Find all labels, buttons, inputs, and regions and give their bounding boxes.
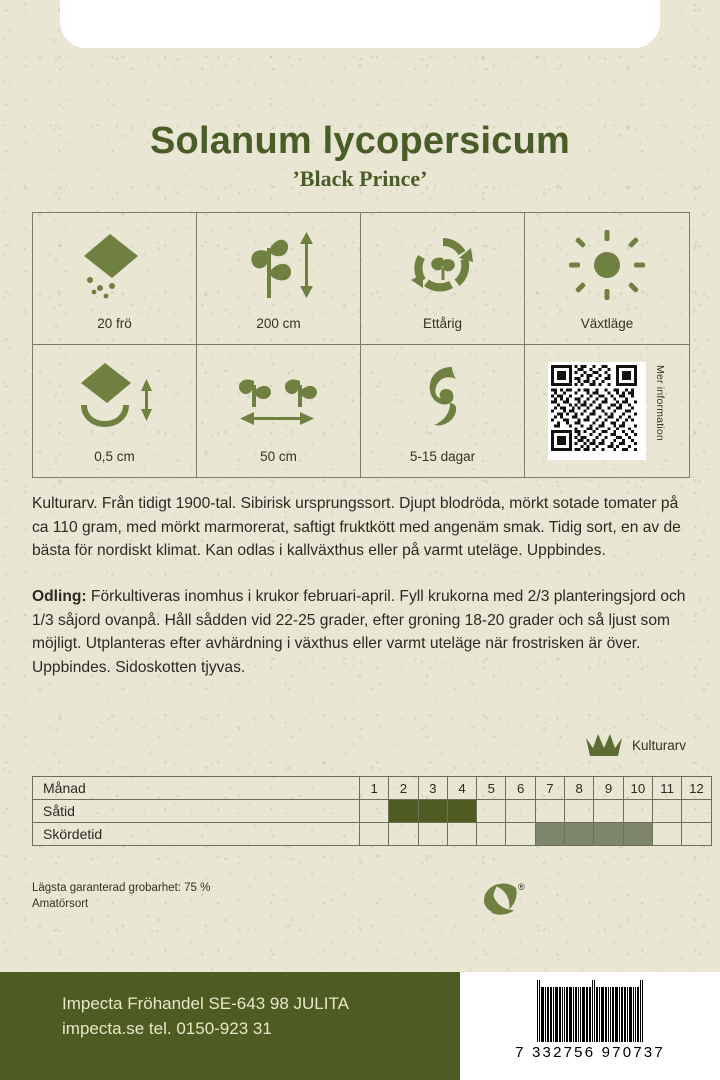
calendar-cell [652,823,681,846]
calendar-cell [594,800,623,823]
top-notch [60,0,660,48]
footnote-line-2: Amatörsort [32,898,89,911]
cultivation-label: Odling: [32,588,87,606]
calendar-cell [623,823,652,846]
calendar-cell [360,800,389,823]
calendar-cell [682,823,711,846]
sowing-harvest-calendar [32,776,704,846]
title-block [0,122,720,192]
month-header: 11 [652,777,681,800]
calendar-cell [535,823,564,846]
info-cell-caption: Ettårig [422,316,463,331]
cultivar-name: ’Black Prince’ [292,165,428,191]
info-cell-caption: 0,5 cm [94,448,135,464]
table-row-harvest [33,823,712,846]
month-header: 9 [594,777,623,800]
barcode-number: 7 332756 970737 [515,1044,665,1061]
month-header: 5 [477,777,506,800]
calendar-cell [623,800,652,823]
calendar-cell [477,823,506,846]
calendar-cell [418,823,447,846]
month-header: 2 [389,777,418,800]
recycling-mark [480,880,526,921]
germination-footnote [32,880,210,913]
barcode [460,972,720,1080]
sowing-depth-icon [65,359,165,437]
info-cell-more-info[interactable] [525,345,689,477]
calendar-cell [447,800,476,823]
calendar-row-label: Månad [33,777,360,800]
calendar-cell [477,800,506,823]
table-row-months [33,777,712,800]
germination-sprout-icon [406,359,480,437]
info-cell-position [525,213,689,345]
crown-icon [584,732,624,758]
month-header: 4 [447,777,476,800]
plant-height-icon [231,226,327,304]
month-header: 8 [565,777,594,800]
calendar-cell [506,823,535,846]
text-block [32,492,692,680]
calendar-cell [594,823,623,846]
info-cell-spacing [197,345,361,477]
svg-text:®: ® [518,882,525,892]
month-header: 6 [506,777,535,800]
info-cell-plant-height [197,213,361,345]
info-cell-caption: 200 cm [256,316,301,331]
info-cell-sowing-depth [33,345,197,477]
heritage-badge [584,732,686,758]
info-cell-caption: 20 frö [97,316,132,331]
calendar-cell [506,800,535,823]
table-row-sowing [33,800,712,823]
info-cell-life-cycle [361,213,525,345]
info-cell-caption: Mer information [654,365,666,441]
sun-icon [565,226,649,304]
calendar-cell [360,823,389,846]
company-line-1: Impecta Fröhandel SE-643 98 JULITA [62,994,349,1013]
plant-spacing-icon [224,359,334,437]
info-cell-seed-count [33,213,197,345]
calendar-cell [652,800,681,823]
calendar-cell [535,800,564,823]
month-header: 1 [360,777,389,800]
calendar-row-label: Såtid [33,800,360,823]
calendar-cell [389,800,418,823]
company-address [62,992,349,1041]
footnote-line-1: Lägsta garanterad grobarhet: 75 % [32,882,211,894]
calendar-body [33,777,712,846]
calendar-cell [682,800,711,823]
heritage-label: Kulturarv [631,737,686,753]
footer-bar [0,972,720,1080]
calendar-cell [565,800,594,823]
calendar-cell [447,823,476,846]
species-name: Solanum lycopersicum [149,120,570,162]
calendar-cell [418,800,447,823]
info-cell-germination [361,345,525,477]
info-icon-grid [32,212,690,478]
cultivation-text: Förkultiveras inomhus i krukor februari-april. Fyll krukorna med 2/3 planteringsjord och 1/3 såjord ovanpå. Håll sådden vid 22-25 grader, efter groning 18-20 grader och så ljust som möjligt. Utplanteras efter avhärdning i växthus eller varmt uteläge när frostrisken är över. Uppbindes. Sidoskotten tjyvas. [32,588,686,677]
month-header: 3 [418,777,447,800]
month-header: 7 [535,777,564,800]
description-paragraph: Kulturarv. Från tidigt 1900-tal. Sibirisk ursprungssort. Djupt blodröda, mörkt sotade tomater på ca 110 gram, med mörkt marmorerat, saftigt fruktkött med angenäm smak. Tidig sort, en av de bästa för nordiskt klimat. Kan odlas i kallväxthus eller på varmt uteläge. Uppbindes. [32,495,681,560]
calendar-cell [565,823,594,846]
cultivation-paragraph [32,585,692,680]
barcode-bars [537,980,644,1042]
info-cell-caption: 5-15 dagar [409,448,476,464]
calendar-cell [389,823,418,846]
month-header: 10 [623,777,652,800]
seed-packet-icon [76,226,154,304]
qr-code-icon[interactable] [548,362,646,460]
month-header: 12 [682,777,711,800]
company-line-2: impecta.se tel. 0150-923 31 [62,1018,272,1038]
info-cell-caption: Växtläge [580,316,634,331]
life-cycle-icon [401,226,485,304]
calendar-row-label: Skördetid [33,823,360,846]
info-cell-caption: 50 cm [260,448,297,464]
